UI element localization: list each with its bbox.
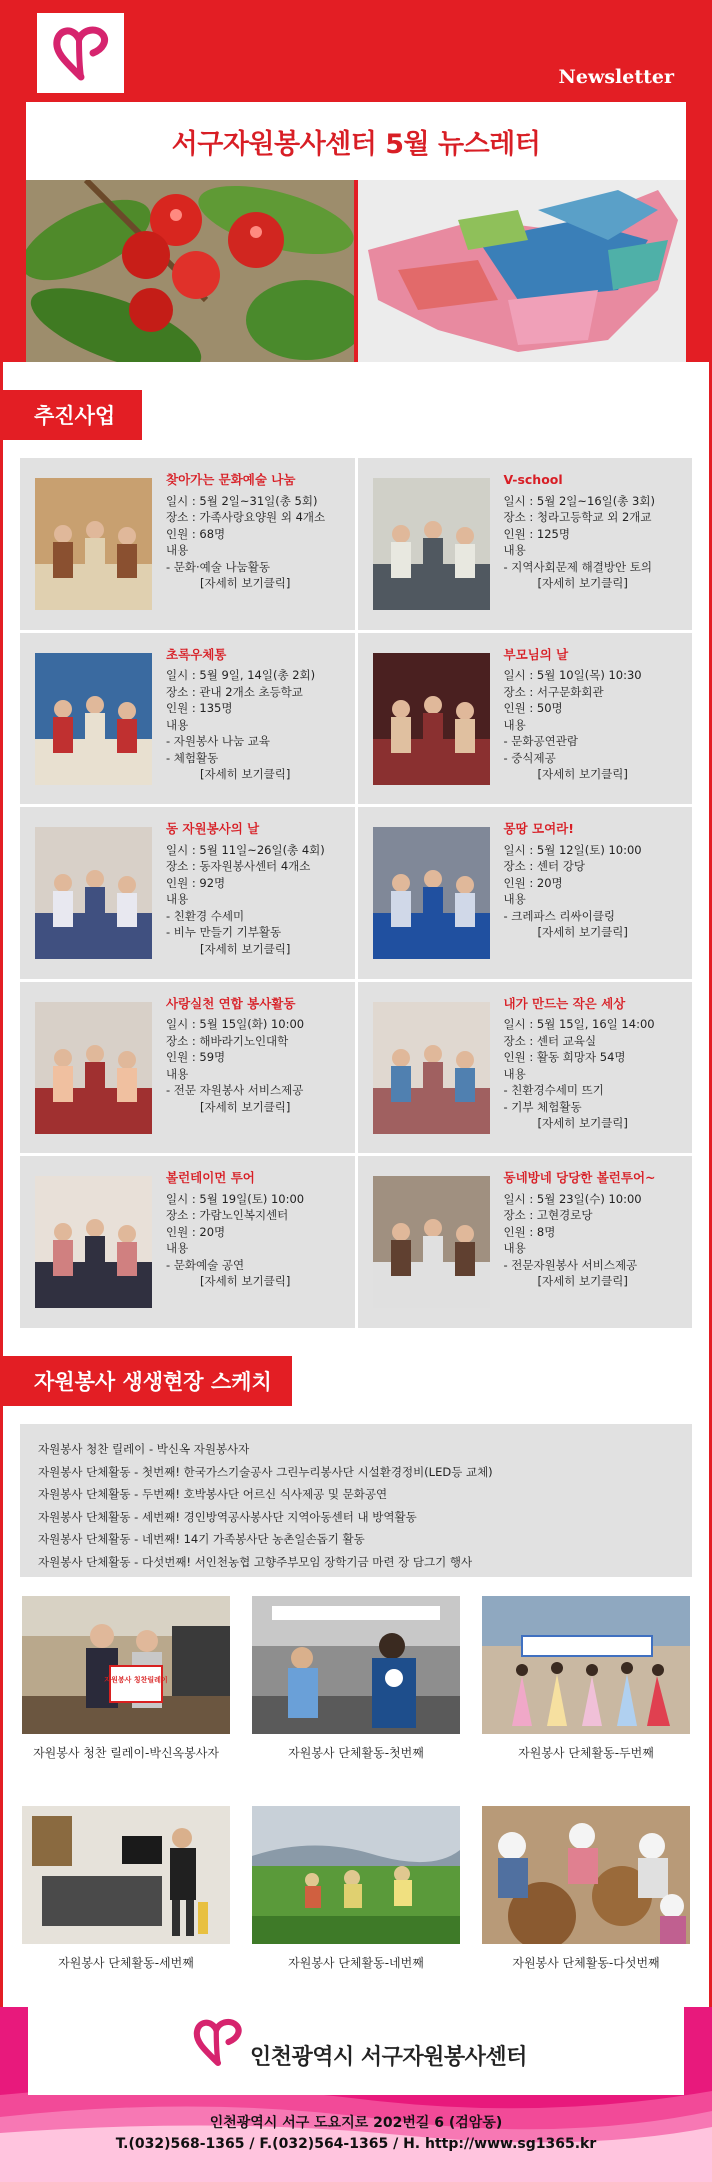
project-detail-line: 장소 : 서구문화회관 bbox=[503, 684, 604, 699]
project-detail-line: 장소 : 동자원봉사센터 4개소 bbox=[166, 859, 311, 874]
project-detail-line: - 중식제공 bbox=[503, 750, 556, 765]
header bbox=[0, 0, 712, 362]
project-title: 초록우체통 bbox=[166, 646, 227, 662]
project-detail-line: - 친환경수세미 뜨기 bbox=[503, 1083, 604, 1098]
project-title: 볼런테이먼 투어 bbox=[166, 1170, 255, 1186]
project-detail-line: 인원 : 20명 bbox=[503, 875, 563, 890]
project-detail-line: 일시 : 5월 11일~26일(총 4회) bbox=[166, 842, 325, 857]
page-title: 서구자원봉사센터 5월 뉴스레터 bbox=[171, 128, 541, 160]
project-photo bbox=[373, 653, 490, 785]
project-card bbox=[20, 458, 355, 630]
project-more-link[interactable]: [자세히 보기클릭] bbox=[200, 767, 291, 782]
project-photo bbox=[35, 1176, 152, 1308]
project-detail-line: - 전문자원봉사 서비스제공 bbox=[503, 1257, 638, 1272]
project-detail-line: - 문화공연관람 bbox=[503, 734, 578, 749]
project-card bbox=[358, 807, 693, 979]
project-detail-line: 내용 bbox=[503, 1241, 526, 1256]
praise-sign-text: 자원봉사 칭찬릴레이 bbox=[104, 1676, 168, 1684]
project-more-link[interactable]: [자세히 보기클릭] bbox=[200, 1099, 291, 1114]
photo-caption: 자원봉사 단체활동-네번째 bbox=[288, 1956, 424, 1970]
project-detail-line: - 체험활동 bbox=[166, 750, 219, 765]
photo-group-activity-3 bbox=[22, 1806, 230, 1944]
project-detail-line: 내용 bbox=[166, 892, 189, 907]
project-info bbox=[504, 1170, 684, 1290]
project-detail-line: - 크레파스 리싸이클링 bbox=[503, 908, 615, 923]
photo-caption: 자원봉사 단체활동-다섯번째 bbox=[512, 1956, 660, 1970]
project-detail-line: - 기부 체험활동 bbox=[503, 1099, 582, 1114]
project-detail-line: 장소 : 센터 강당 bbox=[503, 859, 585, 874]
photo-caption: 자원봉사 단체활동-첫번째 bbox=[288, 1746, 424, 1760]
sketch-line: 자원봉사 청찬 릴레이 - 박신옥 자원봉사자 bbox=[38, 1442, 250, 1456]
project-detail-line: 인원 : 활동 희망자 54명 bbox=[503, 1050, 626, 1065]
photo-group-activity-5 bbox=[482, 1806, 690, 1944]
logo bbox=[37, 13, 124, 93]
project-detail-line: 일시 : 5월 23일(수) 10:00 bbox=[503, 1191, 642, 1206]
title-bar bbox=[26, 102, 686, 180]
project-detail-line: 인원 : 92명 bbox=[166, 875, 226, 890]
project-photo bbox=[373, 478, 490, 610]
project-detail-line: 내용 bbox=[503, 1066, 526, 1081]
heart-v-logo-icon bbox=[190, 2014, 246, 2070]
sketch-list bbox=[20, 1424, 692, 1577]
section-header-sketch: 자원봉사 생생현장 스케치 bbox=[0, 1356, 292, 1406]
project-card bbox=[358, 1156, 693, 1328]
project-detail-line: - 지역사회문제 해결방안 토의 bbox=[503, 559, 652, 574]
project-info bbox=[166, 472, 346, 592]
project-detail-line: 인원 : 135명 bbox=[166, 701, 233, 716]
project-detail-line: 장소 : 가람노인복지센터 bbox=[166, 1208, 289, 1223]
project-detail-line: 인원 : 20명 bbox=[166, 1224, 226, 1239]
project-detail-line: 내용 bbox=[503, 892, 526, 907]
project-info bbox=[504, 821, 684, 941]
project-more-link[interactable]: [자세히 보기클릭] bbox=[200, 1274, 291, 1289]
project-detail-line: 일시 : 5월 12일(토) 10:00 bbox=[503, 842, 642, 857]
project-photo bbox=[373, 1002, 490, 1134]
project-detail-line: 일시 : 5월 9일, 14일(총 2회) bbox=[166, 668, 316, 683]
project-info bbox=[166, 821, 346, 957]
project-card bbox=[20, 633, 355, 805]
project-title: 사랑실천 연합 봉사활동 bbox=[166, 995, 296, 1011]
project-detail-line: 장소 : 가족사랑요양원 외 4개소 bbox=[166, 510, 326, 524]
sketch-line: 자원봉사 단체활동 - 세번째! 경인방역공사봉사단 지역아동센터 내 방역활동 bbox=[38, 1509, 417, 1524]
project-detail-line: 장소 : 고현경로당 bbox=[503, 1208, 593, 1223]
project-detail-line: 장소 : 해바라기노인대학 bbox=[166, 1033, 289, 1048]
project-detail-line: - 친환경 수세미 bbox=[166, 908, 245, 923]
project-more-link[interactable]: [자세히 보기클릭] bbox=[537, 576, 628, 590]
footer-contact: T.(032)568-1365 / F.(032)564-1365 / H. http://www.sg1365.kr bbox=[115, 2136, 597, 2152]
sketch-line: 자원봉사 단체활동 - 네번째! 14기 가족봉사단 농촌일손돕기 활동 bbox=[38, 1532, 365, 1546]
project-title: 부모님의 날 bbox=[503, 646, 569, 662]
photo-group-activity-2 bbox=[482, 1596, 690, 1734]
photo-caption: 자원봉사 단체활동-두번째 bbox=[518, 1746, 654, 1760]
hero-image-knitting bbox=[358, 180, 686, 362]
project-card bbox=[358, 458, 693, 630]
project-photo bbox=[35, 827, 152, 959]
hero-image-cherries bbox=[26, 180, 354, 362]
project-detail-line: 일시 : 5월 2일~31일(총 5회) bbox=[166, 493, 318, 508]
project-photo bbox=[35, 653, 152, 785]
project-detail-line: 장소 : 센터 교육실 bbox=[503, 1033, 597, 1048]
project-detail-line: 일시 : 5월 10일(목) 10:30 bbox=[503, 668, 642, 683]
project-detail-line: 인원 : 59명 bbox=[166, 1050, 226, 1065]
project-title: 찾아가는 문화예술 나눔 bbox=[166, 472, 296, 487]
project-detail-line: 인원 : 50명 bbox=[503, 701, 563, 716]
project-title: 몽땅 모여라! bbox=[503, 821, 574, 837]
project-info bbox=[166, 647, 346, 783]
project-detail-line: 장소 : 청라고등학교 외 2개교 bbox=[503, 510, 652, 524]
project-detail-line: 일시 : 5월 15일(화) 10:00 bbox=[166, 1017, 305, 1032]
project-detail-line: - 문화예술 공연 bbox=[166, 1257, 245, 1272]
photo-caption: 자원봉사 청찬 릴레이-박신옥봉사자 bbox=[33, 1746, 219, 1760]
project-detail-line: - 문화·예술 나눔활동 bbox=[166, 559, 270, 574]
project-info bbox=[504, 996, 684, 1132]
project-detail-line: 내용 bbox=[166, 1066, 189, 1081]
project-detail-line: 일시 : 5월 15일, 16일 14:00 bbox=[503, 1017, 655, 1032]
project-title: V-school bbox=[503, 472, 563, 487]
photo-group-activity-1 bbox=[252, 1596, 460, 1734]
project-info bbox=[504, 472, 684, 592]
project-more-link[interactable]: [자세히 보기클릭] bbox=[537, 1274, 628, 1289]
photo-group-activity-4 bbox=[252, 1806, 460, 1944]
project-info bbox=[166, 1170, 346, 1290]
project-photo bbox=[35, 1002, 152, 1134]
footer-address: 인천광역시 서구 도요지로 202번길 6 (검암동) bbox=[209, 2115, 503, 2131]
project-title: 내가 만드는 작은 세상 bbox=[503, 995, 626, 1011]
project-more-link[interactable]: [자세히 보기클릭] bbox=[537, 1116, 628, 1131]
project-more-link[interactable]: [자세히 보기클릭] bbox=[537, 767, 628, 782]
photo-caption: 자원봉사 단체활동-세번째 bbox=[58, 1956, 194, 1970]
project-detail-line: 내용 bbox=[503, 543, 526, 557]
project-detail-line: 내용 bbox=[166, 717, 189, 732]
project-detail-line: - 자원봉사 나눔 교육 bbox=[166, 734, 270, 749]
sketch-line: 자원봉사 단체활동 - 두번째! 호박봉사단 어르신 식사제공 및 문화공연 bbox=[38, 1487, 388, 1501]
project-detail-line: - 비누 만들기 기부활동 bbox=[166, 925, 282, 940]
footer-logo bbox=[190, 2012, 527, 2071]
project-detail-line: - 전문 자원봉사 서비스제공 bbox=[166, 1083, 304, 1098]
project-detail-line: 내용 bbox=[166, 543, 189, 557]
photo-praise-relay bbox=[22, 1596, 230, 1734]
sketch-line: 자원봉사 단체활동 - 다섯번째! 서인천농협 고향주부모임 장학기금 마련 장 담그기 행사 bbox=[38, 1554, 473, 1569]
project-detail-line: 인원 : 68명 bbox=[166, 526, 226, 541]
project-detail-line: 인원 : 125명 bbox=[503, 526, 570, 541]
project-more-link[interactable]: [자세히 보기클릭] bbox=[537, 925, 628, 940]
project-card bbox=[358, 982, 693, 1154]
project-title: 동 자원봉사의 날 bbox=[166, 821, 260, 837]
project-card bbox=[20, 982, 355, 1154]
project-detail-line: 장소 : 관내 2개소 초등학교 bbox=[166, 684, 303, 699]
project-detail-line: 일시 : 5월 2일~16일(총 3회) bbox=[503, 493, 655, 508]
project-photo bbox=[35, 478, 152, 610]
footer-org-name: 인천광역시 서구자원봉사센터 bbox=[250, 2045, 527, 2070]
project-info bbox=[504, 647, 684, 783]
section-header-projects: 추진사업 bbox=[0, 390, 142, 440]
project-card bbox=[20, 1156, 355, 1328]
project-photo bbox=[373, 1176, 490, 1308]
project-detail-line: 인원 : 8명 bbox=[503, 1224, 556, 1239]
projects-grid bbox=[20, 458, 692, 1328]
project-card bbox=[20, 807, 355, 979]
project-photo bbox=[373, 827, 490, 959]
heart-v-logo-icon bbox=[49, 23, 113, 83]
project-detail-line: 일시 : 5월 19일(토) 10:00 bbox=[166, 1191, 305, 1206]
project-detail-line: 내용 bbox=[166, 1241, 189, 1256]
sketch-line: 자원봉사 단체활동 - 첫번째! 한국가스기술공사 그린누리봉사단 시설환경정비(LED등 교체) bbox=[38, 1464, 493, 1479]
newsletter-label: Newsletter bbox=[558, 66, 674, 88]
project-info bbox=[166, 996, 346, 1116]
project-more-link[interactable]: [자세히 보기클릭] bbox=[200, 576, 291, 590]
project-detail-line: 내용 bbox=[503, 717, 526, 732]
project-more-link[interactable]: [자세히 보기클릭] bbox=[200, 941, 291, 956]
project-title: 동네방네 당당한 볼런투어~ bbox=[503, 1170, 656, 1186]
project-card bbox=[358, 633, 693, 805]
